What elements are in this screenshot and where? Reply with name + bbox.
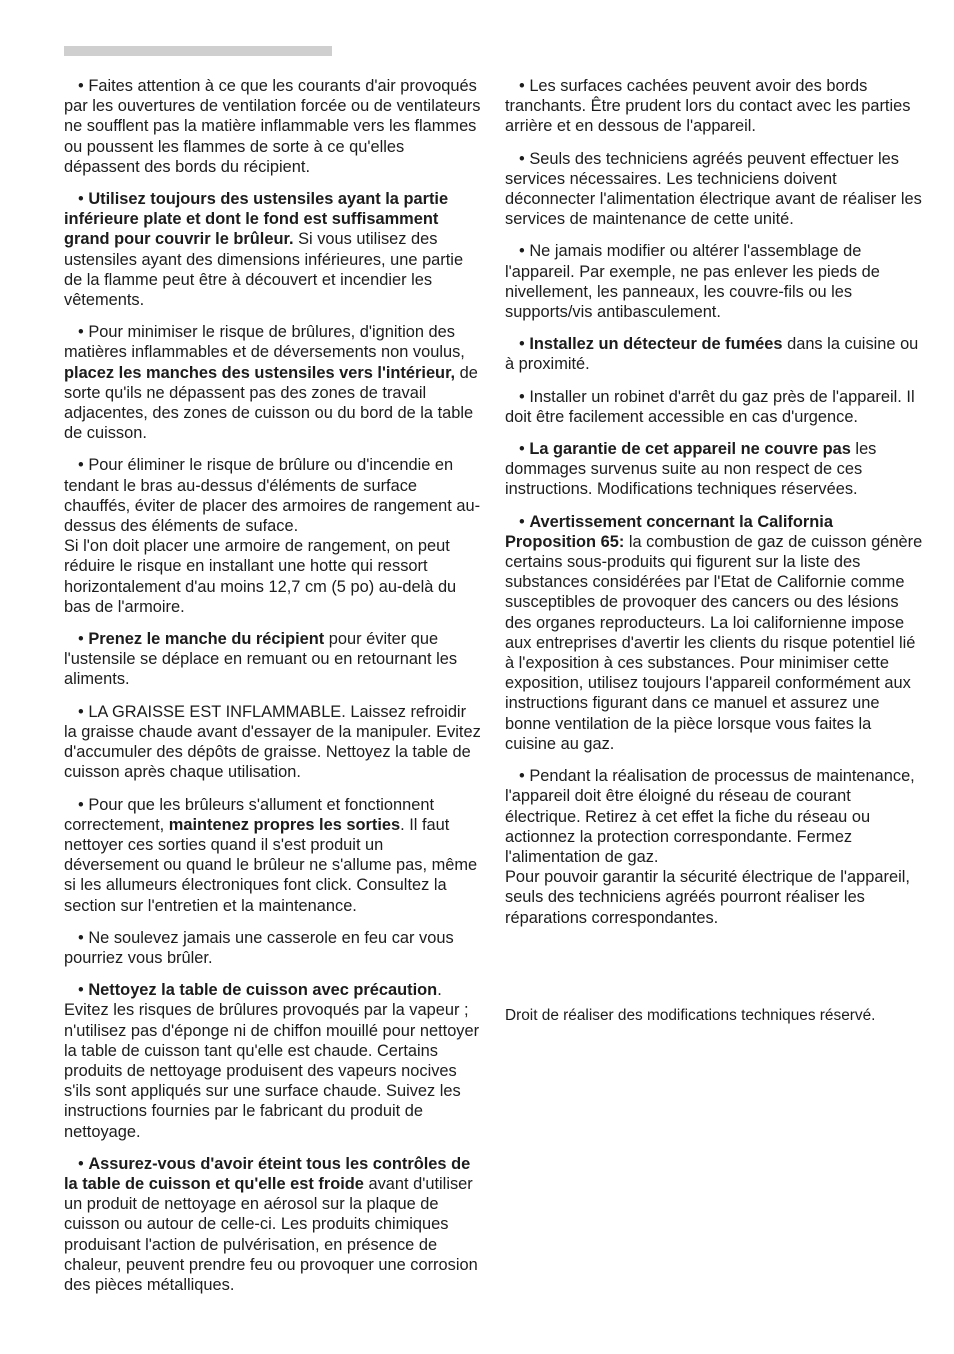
- bullet: •: [78, 456, 84, 475]
- paragraph-text: Installer un robinet d'arrêt du gaz près de l'appareil. Il doit être facilement accessible en cas d'urgence.: [505, 387, 915, 426]
- bullet: •: [78, 190, 84, 209]
- right-paragraph-7: [505, 512, 925, 754]
- paragraph-text: LA GRAISSE EST INFLAMMABLE. Laissez refroidir la graisse chaude avant d'essayer de la manipuler. Evitez d'accumuler des dépôts de graisse. Nettoyez la table de cuisson après chaque utilisation.: [64, 702, 481, 782]
- bullet: •: [519, 242, 525, 261]
- right-paragraph-4: [505, 334, 925, 374]
- paragraph-lead-text: Pour que les brûleurs s'allument et fonctionnent correctement,: [64, 795, 435, 834]
- bullet: •: [78, 928, 84, 947]
- paragraph-text: Pour éliminer le risque de brûlure ou d'incendie en tendant le bras au-dessus d'éléments de surface chauffés, éviter de placer des armoires de rangement au-dessus des éléments de suface.: [64, 456, 481, 536]
- header-bar: [64, 46, 332, 56]
- paragraph-lead-text: Pour minimiser le risque de brûlures, d'ignition des matières inflammables et de déversements non voulus,: [64, 323, 465, 362]
- bullet: •: [78, 795, 84, 814]
- left-paragraph-2: [64, 189, 482, 310]
- right-column: [505, 76, 925, 940]
- left-paragraph-6: [64, 702, 482, 783]
- paragraph-text: les dommages survenus suite au non respect de ces instructions. Modifications techniques réservées.: [505, 440, 877, 499]
- right-paragraph-1: [505, 76, 925, 137]
- right-paragraph-6: [505, 439, 925, 500]
- paragraph-text: de sorte qu'ils ne dépassent pas des zones de travail adjacentes, des zones de cuisson ou du bord de la table de cuisson.: [64, 363, 478, 443]
- paragraph-text: Les surfaces cachées peuvent avoir des bords tranchants. Être prudent lors du contact avec les parties arrière et en dessous de l'appareil.: [505, 77, 911, 136]
- bullet: •: [78, 630, 84, 649]
- paragraph-bold-text: Assurez-vous d'avoir éteint tous les contrôles de la table de cuisson et qu'elle est froide: [64, 1154, 471, 1193]
- bullet: •: [78, 1154, 84, 1173]
- bullet: •: [519, 77, 525, 95]
- paragraph-text: dans la cuisine ou à proximité.: [505, 335, 919, 374]
- paragraph-text: Pendant la réalisation de processus de maintenance, l'appareil doit être éloigné du réseau de courant électrique. Retirez à cet effet la fiche du réseau ou actionnez la protection correspondante. Fermez l'alimentation de gaz.: [505, 767, 915, 866]
- left-paragraph-4: [64, 455, 482, 617]
- paragraph-bold-text: Prenez le manche du récipient: [88, 630, 325, 649]
- right-paragraph-5: [505, 387, 925, 427]
- paragraph-text: Ne jamais modifier ou altérer l'assemblage de l'appareil. Par exemple, ne pas enlever les pieds de nivellement, les panneaux, les couvre-fils ou les supports/vis antibasculement.: [505, 242, 880, 322]
- bullet: •: [519, 512, 525, 531]
- paragraph-text: Faites attention à ce que les courants d'air provoqués par les ouvertures de ventilation forcée ou de ventilateurs ne soufflent pas la matière inflammable vers les flammes ou poussent les flammes de sorte à ce qu'elles dépassent des bords du récipient.: [64, 77, 481, 176]
- paragraph-continuation-text: Si l'on doit placer une armoire de rangement, on peut réduire le risque en installant une hotte qui ressort horizontalement d'au moins 12,7 cm (5 po) au-delà du bas de l'armoire.: [64, 537, 457, 616]
- paragraph-bold-text: Utilisez toujours des ustensiles ayant la partie inférieure plate et dont le fond est suffisamment grand pour couvrir le brûleur.: [64, 190, 449, 249]
- bullet: •: [78, 981, 84, 1000]
- paragraph-bold-text: La garantie de cet appareil ne couvre pas: [529, 440, 851, 459]
- paragraph-bold-text: Avertissement concernant la California Proposition 65:: [505, 512, 833, 551]
- paragraph-bold-text: maintenez propres les sorties: [168, 815, 401, 834]
- right-paragraph-2: [505, 149, 925, 230]
- paragraph-text: Seuls des techniciens agréés peuvent effectuer les services nécessaires. Les techniciens doivent déconnecter l'alimentation électrique avant de réaliser les services de maintenance de cette unité.: [505, 149, 922, 229]
- left-paragraph-8: [64, 928, 482, 968]
- bullet: •: [519, 767, 525, 786]
- bullet: •: [78, 702, 84, 721]
- left-paragraph-9: [64, 980, 482, 1142]
- bullet: •: [519, 440, 525, 459]
- left-paragraph-10: [64, 1154, 482, 1295]
- left-paragraph-7: [64, 795, 482, 916]
- left-paragraph-3: [64, 322, 482, 443]
- bullet: •: [519, 387, 525, 406]
- left-paragraph-5: [64, 629, 482, 690]
- paragraph-text: avant d'utiliser un produit de nettoyage en aérosol sur la plaque de cuisson ou autour de celle-ci. Les produits chimiques produisant l'action de pulvérisation, en présence de chaleur, peuvent prendre feu ou provoquer une corrosion des pièces métalliques.: [64, 1174, 478, 1294]
- bullet: •: [78, 323, 84, 342]
- paragraph-text: . Il faut nettoyer ces sorties quand il s'est produit un déversement ou quand le brûleur ne s'allume pas, même si les allumeurs électroniques font click. Consultez la section sur l'entretien et la maintenance.: [64, 815, 478, 915]
- right-paragraph-8: [505, 766, 925, 928]
- paragraph-bold-text: Nettoyez la table de cuisson avec précaution: [88, 981, 438, 1000]
- paragraph-bold-text: Installez un détecteur de fumées: [529, 335, 783, 354]
- left-column: [64, 76, 482, 1307]
- left-paragraph-1: [64, 76, 482, 177]
- paragraph-text: Ne soulevez jamais une casserole en feu car vous pourriez vous brûler.: [64, 928, 454, 967]
- paragraph-bold-text: placez les manches des ustensiles vers l'intérieur,: [64, 363, 456, 382]
- paragraph-text: pour éviter que l'ustensile se déplace en remuant ou en retournant les aliments.: [64, 630, 458, 689]
- technical-modifications-note: Droit de réaliser des modifications techniques réservé.: [505, 1007, 876, 1024]
- paragraph-text: Si vous utilisez des ustensiles ayant des dimensions inférieures, une partie de la flamme peut être à découvert et incendier les vêtements.: [64, 230, 464, 310]
- bullet: •: [519, 149, 525, 168]
- bullet: •: [78, 77, 84, 95]
- paragraph-text: . Evitez les risques de brûlures provoqués par la vapeur ; n'utilisez pas d'éponge ni de chiffon mouillé pour nettoyer la table de cuisson tant qu'elle est chaude. Certains produits de nettoyage produisent des vapeurs nocives s'ils sont appliqués sur une surface chaude. Suivez les instructions fournies par le fabricant du produit de nettoyage.: [64, 981, 480, 1141]
- paragraph-text: la combustion de gaz de cuisson génère certains sous-produits qui figurent sur la liste des substances considérées par l'Etat de Californie comme susceptibles de provoquer des cancers ou des lésions des organes reproducteurs. La loi californienne impose aux entreprises d'avertir les clients du risque potentiel lié à l'exposition à ces substances. Pour minimiser cette exposition, utilisez toujours l'appareil conformément aux instructions figurant dans ce manuel et assurez une bonne ventilation de la pièce lorsque vous faites la cuisine au gaz.: [505, 532, 923, 753]
- paragraph-continuation-text: Pour pouvoir garantir la sécurité électrique de l'appareil, seuls des techniciens agréés pourront réaliser les réparations correspondantes.: [505, 868, 910, 927]
- right-paragraph-3: [505, 241, 925, 322]
- bullet: •: [519, 335, 525, 354]
